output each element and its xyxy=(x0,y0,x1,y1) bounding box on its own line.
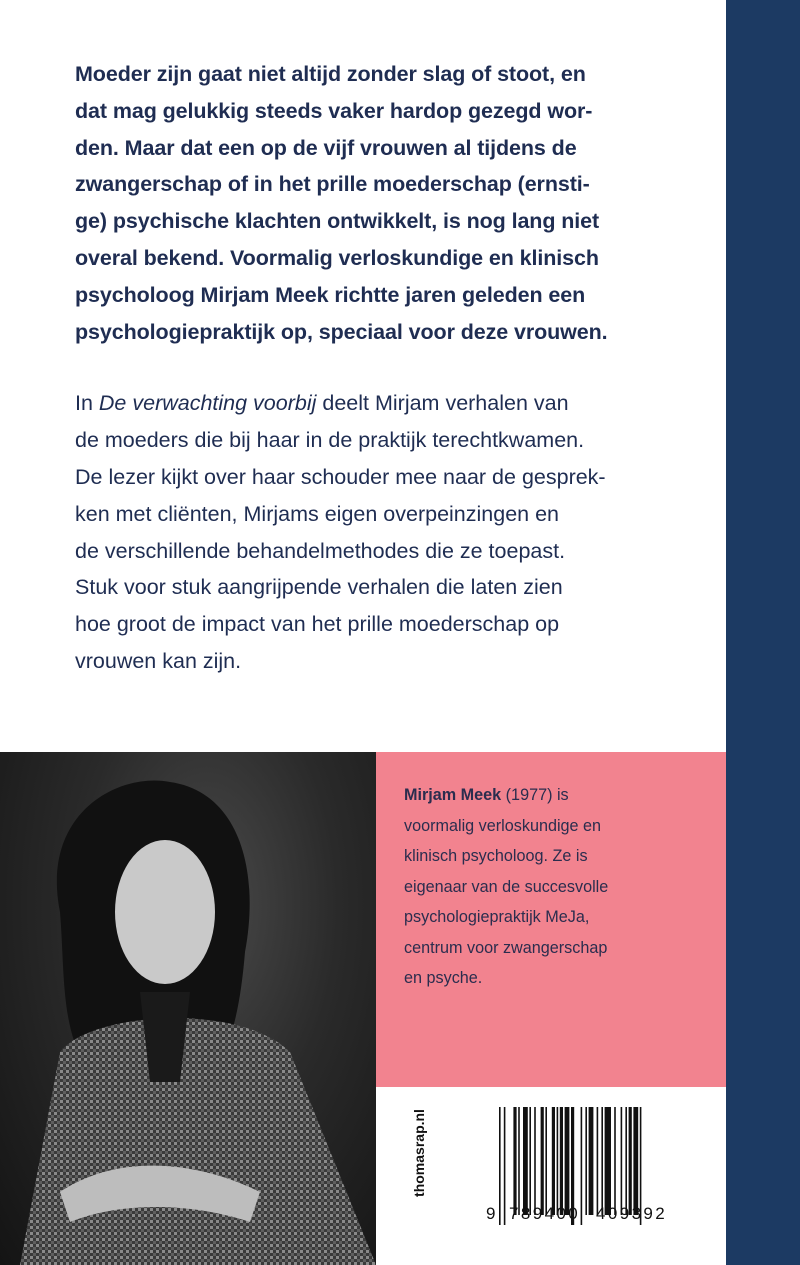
barcode-panel xyxy=(376,1087,726,1265)
spine-band xyxy=(726,0,800,1265)
barcode-bar xyxy=(621,1107,623,1215)
blurb-line: Moeder zijn gaat niet altijd zonder slag of stoot, en xyxy=(75,62,586,86)
blurb-paragraph-2 xyxy=(75,385,715,679)
barcode-bar xyxy=(605,1107,611,1215)
barcode-bar xyxy=(585,1107,587,1215)
blurb-line: psychologiepraktijk op, speciaal voor deze vrouwen. xyxy=(75,319,608,344)
author-photo xyxy=(0,752,376,1265)
book-title: De verwachting voorbij xyxy=(98,391,317,416)
barcode-bar xyxy=(614,1107,616,1215)
barcode-bar xyxy=(629,1107,632,1215)
author-name: Mirjam Meek xyxy=(404,786,502,804)
blurb-line: ken met cliënten, Mirjams eigen overpeinzingen en xyxy=(75,501,560,526)
blurb-paragraph-1 xyxy=(75,56,715,350)
isbn-lead-digit: 9 xyxy=(486,1204,498,1223)
blurb-line: dat mag gelukkig steeds vaker hardop gezegd wor- xyxy=(75,98,593,123)
barcode-bar xyxy=(518,1107,520,1215)
bio-line: en psyche. xyxy=(404,969,483,987)
barcode-bar xyxy=(499,1107,501,1225)
blurb-line: ge) psychische klachten ontwikkelt, is nog lang niet xyxy=(75,209,600,234)
barcode-bar xyxy=(552,1107,555,1215)
barcode-bar xyxy=(597,1107,599,1215)
blurb-line: vrouwen kan zijn. xyxy=(75,648,242,673)
barcode-bar xyxy=(523,1107,528,1215)
publisher-url: thomasrap.nl xyxy=(411,1109,427,1197)
barcode-bar xyxy=(545,1107,547,1215)
blurb-line: De lezer kijkt over haar schouder mee naar de gesprek- xyxy=(75,464,606,489)
blurb-line: de moeders die bij haar in de praktijk terechtkwamen. xyxy=(75,428,585,453)
blurb-line: de verschillende behandelmethodes die ze toepast. xyxy=(75,538,566,563)
barcode-bar xyxy=(529,1107,531,1215)
blurb-line: overal bekend. Voormalig verloskundige en klinisch xyxy=(75,245,599,270)
blurb-line: Stuk voor stuk aangrijpende verhalen die laten zien xyxy=(75,575,563,600)
bio-line: voormalig verloskundige en xyxy=(404,816,602,835)
blurb-text xyxy=(75,56,715,680)
barcode-bar xyxy=(565,1107,570,1215)
barcode-bar xyxy=(625,1107,627,1215)
author-portrait-icon xyxy=(0,752,376,1265)
barcode-bar xyxy=(557,1107,559,1215)
blurb-line: den. Maar dat een op de vijf vrouwen al tijdens de xyxy=(75,135,577,160)
blurb-line: hoe groot de impact van het prille moederschap op xyxy=(75,612,560,637)
barcode-bar xyxy=(560,1107,563,1215)
author-bio xyxy=(404,780,608,994)
barcode-bar xyxy=(601,1107,603,1215)
blurb-line: psycholoog Mirjam Meek richtte jaren geleden een xyxy=(75,282,586,307)
blurb-line xyxy=(75,385,715,422)
bio-line xyxy=(404,780,608,811)
text: deelt Mirjam verhalen van xyxy=(316,391,569,416)
barcode-bar xyxy=(534,1107,536,1215)
bio-line: centrum voor zwangerschap xyxy=(404,938,608,957)
bio-line: eigenaar van de succesvolle xyxy=(404,877,609,896)
text: In xyxy=(75,391,99,416)
barcode-bar xyxy=(541,1107,544,1215)
barcode-bar xyxy=(504,1107,506,1225)
isbn-group-1: 789400 xyxy=(509,1204,581,1223)
author-bio-panel xyxy=(376,752,726,1087)
text: (1977) is xyxy=(501,786,569,804)
bio-line: klinisch psycholoog. Ze is xyxy=(404,847,588,865)
barcode-bar xyxy=(513,1107,516,1215)
isbn-group-2: 409392 xyxy=(596,1204,668,1223)
barcode-bar xyxy=(589,1107,594,1215)
barcode-bar xyxy=(581,1107,583,1225)
blurb-line: zwangerschap of in het prille moederschap (ernsti- xyxy=(75,172,590,197)
bio-line: psychologiepraktijk MeJa, xyxy=(404,908,590,926)
barcode-bar xyxy=(633,1107,638,1215)
